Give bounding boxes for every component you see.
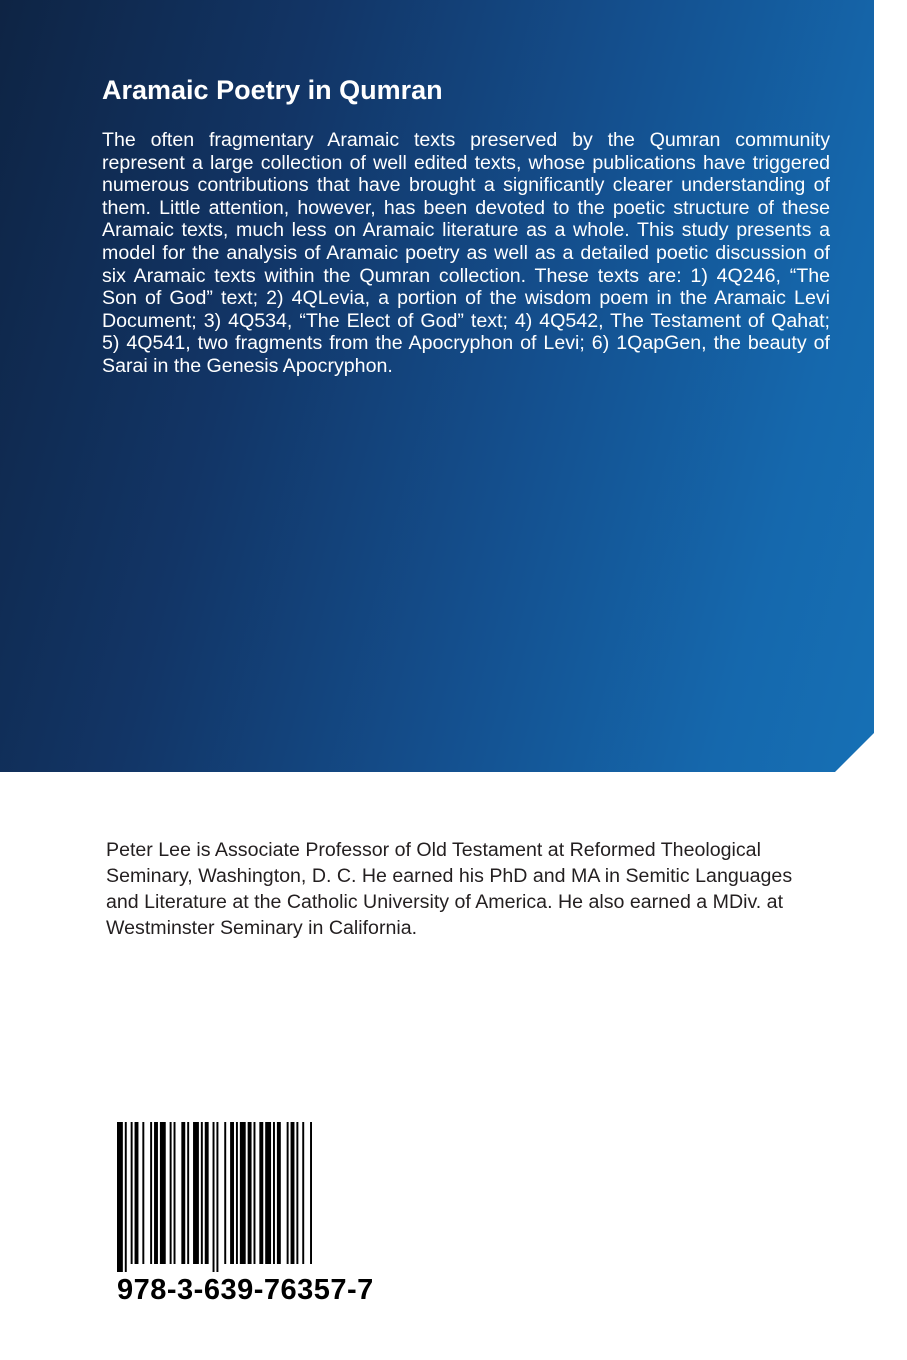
barcode-bar [248,1122,252,1264]
barcode-bar [236,1122,238,1264]
barcode-bar [273,1122,275,1264]
barcode-bar [125,1122,127,1272]
author-bio: Peter Lee is Associate Professor of Old Testament at Reformed Theological Seminary, Washington, D. C. He earned his PhD and MA in Semitic Languages and Literature at the Catholic University of America. He also earned a MDiv. at Westminster Seminary in California. [106,839,793,939]
barcode-bar [154,1122,158,1264]
barcode-bar [310,1122,312,1264]
barcode-bar [291,1122,295,1264]
barcode-bar [216,1122,218,1272]
barcode-bar [117,1122,123,1272]
barcode-bar [174,1122,176,1264]
barcode-bar [265,1122,271,1264]
barcode-bar [142,1122,144,1264]
barcode-bar [187,1122,189,1264]
barcode-bar [160,1122,166,1264]
book-blurb: The often fragmentary Aramaic texts preserved by the Qumran community represent a large collection of well edited texts, whose publications have triggered numerous contributions that have brought a significantly clearer understanding of them. Little attention, however, has been devoted to the poetic structure of these Aramaic texts, much less on Aramaic literature as a whole. This study presents a model for the analysis of Aramaic poetry as well as a detailed poetic discussion of six Aramaic texts within the Qumran collection. These texts are: 1) 4Q246, “The Son of God” text; 2) 4QLevia, a portion of the wisdom poem in the Aramaic Levi Document; 3) 4Q534, “The Elect of God” text; 4) 4Q542, The Testament of Qahat; 5) 4Q541, two fragments from the Apocryphon of Levi; 6) 1QapGen, the beauty of Sarai in the Genesis Apocryphon. [102,129,830,377]
barcode-bar [150,1122,152,1264]
barcode-bar [135,1122,139,1264]
book-title: Aramaic Poetry in Qumran [102,75,443,105]
barcode-bar [287,1122,289,1264]
barcode-bar [224,1122,226,1264]
barcode-bar [181,1122,185,1264]
barcode-bar [131,1122,133,1264]
barcode-bar [230,1122,234,1264]
barcode-bar [201,1122,203,1264]
barcode-bar [302,1122,304,1264]
barcode-bar [254,1122,256,1264]
barcode-bar [205,1122,209,1264]
barcode [107,1112,387,1317]
barcode-bar [213,1122,215,1272]
barcode-bar [170,1122,172,1264]
barcode-bar [240,1122,246,1264]
barcode-bar [193,1122,199,1264]
barcode-bar [277,1122,281,1264]
barcode-bars [117,1122,377,1272]
barcode-bar [296,1122,298,1264]
barcode-bar [259,1122,263,1264]
isbn-number: 978-3-639-76357-7 [117,1274,374,1306]
